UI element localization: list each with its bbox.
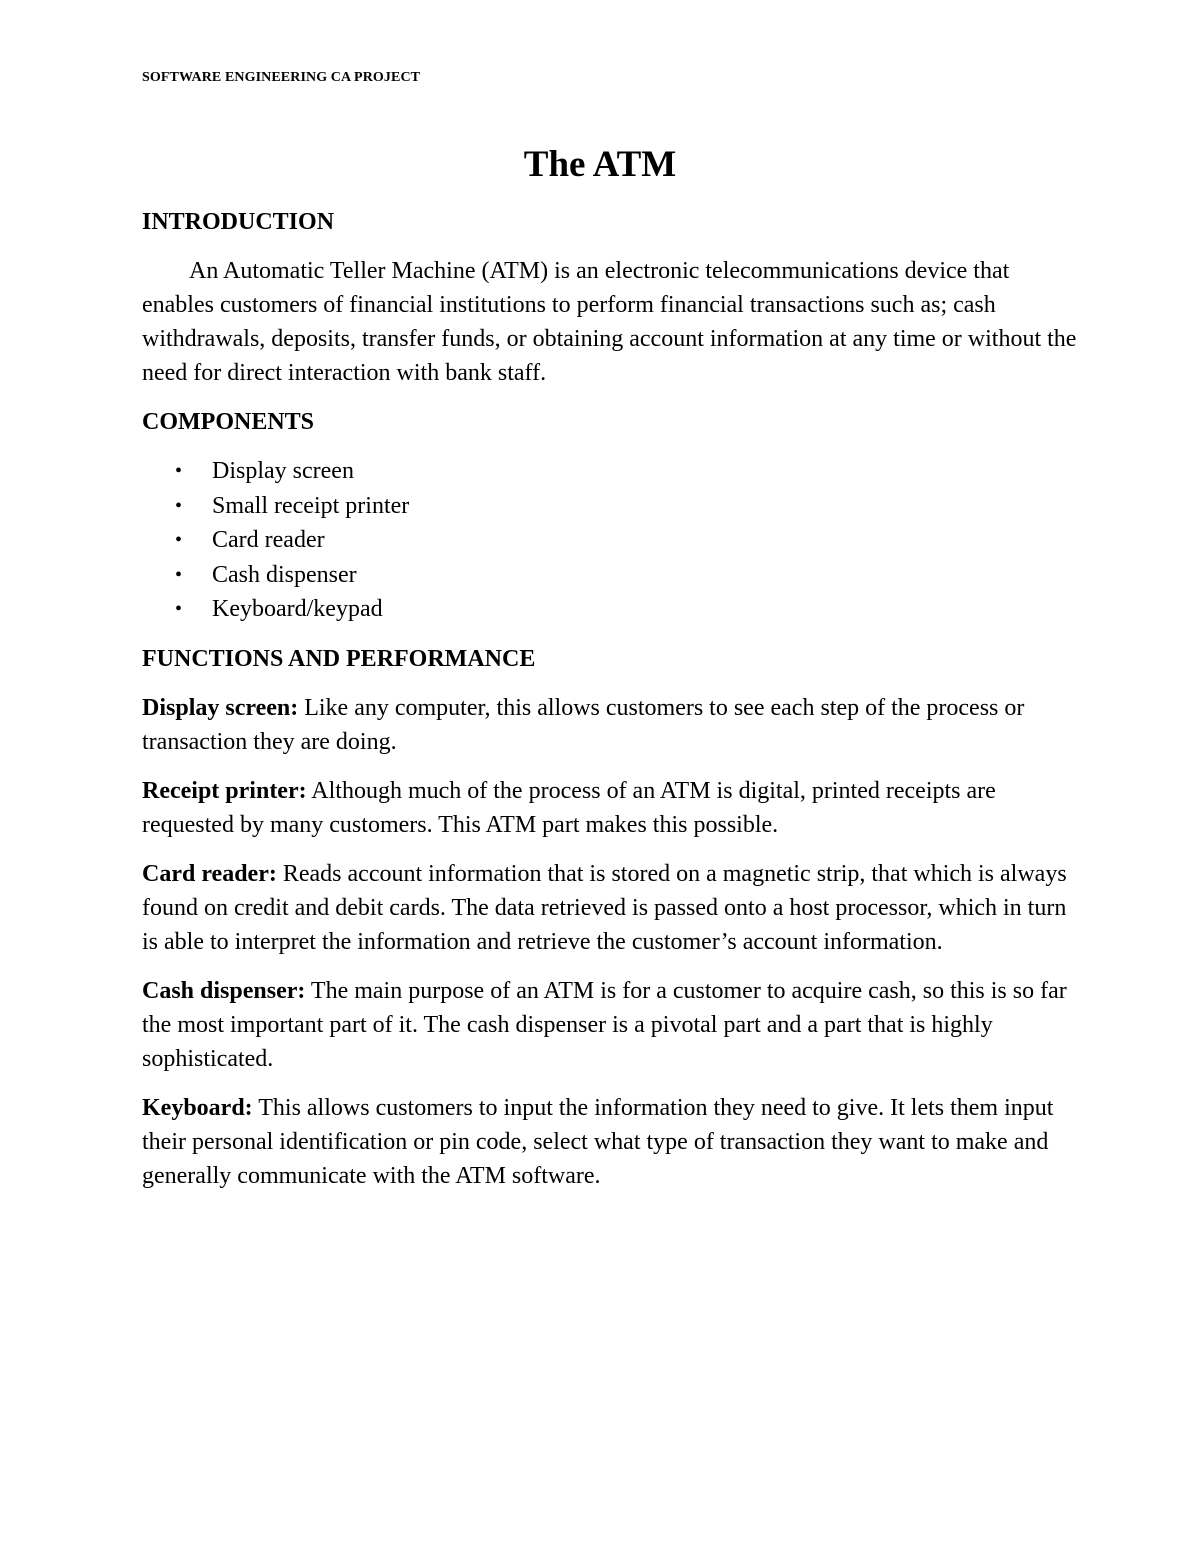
document-body xyxy=(142,205,1077,1208)
bullet-icon: • xyxy=(175,494,183,517)
function-paragraph-card-reader xyxy=(142,857,1077,959)
list-item xyxy=(142,523,1077,558)
function-paragraph-receipt-printer xyxy=(142,774,1077,842)
list-item xyxy=(142,454,1077,489)
introduction-paragraph: An Automatic Teller Machine (ATM) is an electronic telecommunications device that enables customers of financial institutions to perform financial transactions such as; cash withdrawals, deposits, transfer funds, or obtaining account information at any time or without the need for direct interaction with bank staff. xyxy=(142,258,1077,386)
functions-heading: FUNCTIONS AND PERFORMANCE xyxy=(142,645,536,672)
function-description: This allows customers to input the information they need to give. It lets them input their personal identification or pin code, select what type of transaction they want to make and generally communicate with the ATM software. xyxy=(142,1094,1054,1189)
component-label: Cash dispenser xyxy=(212,561,357,588)
components-heading: COMPONENTS xyxy=(142,409,315,435)
components-list xyxy=(142,454,1077,627)
function-description: Reads account information that is stored on a magnetic strip, that which is always found on credit and debit cards. The data retrieved is passed onto a host processor, which in turn is able to interpret the information and retrieve the customer’s account information. xyxy=(142,860,1067,955)
function-paragraph-cash-dispenser xyxy=(142,974,1077,1076)
running-header: SOFTWARE ENGINEERING CA PROJECT xyxy=(142,70,421,85)
list-item xyxy=(142,558,1077,593)
function-paragraph-keyboard xyxy=(142,1091,1077,1193)
component-label: Display screen xyxy=(212,458,354,484)
function-term: Receipt printer: xyxy=(142,777,307,804)
bullet-icon: • xyxy=(175,598,183,620)
component-label: Small receipt printer xyxy=(212,492,410,519)
function-description: The main purpose of an ATM is for a customer to acquire cash, so this is so far the most important part of it. The cash dispenser is a pivotal part and a part that is highly sophisticated. xyxy=(142,977,1067,1072)
bullet-icon: • xyxy=(175,529,183,551)
bullet-icon: • xyxy=(175,460,183,482)
function-term: Keyboard: xyxy=(142,1094,253,1121)
function-paragraph-display-screen xyxy=(142,691,1077,759)
function-description: Although much of the process of an ATM is digital, printed receipts are requested by many customers. This ATM part makes this possible. xyxy=(142,777,996,838)
list-item xyxy=(142,592,1077,627)
component-label: Card reader xyxy=(212,527,325,553)
introduction-heading: INTRODUCTION xyxy=(142,209,335,235)
component-label: Keyboard/keypad xyxy=(212,596,383,622)
function-term: Display screen: xyxy=(142,694,299,721)
document-title: The ATM xyxy=(523,144,677,185)
function-description: Like any computer, this allows customers to see each step of the process or transaction they are doing. xyxy=(142,694,1025,755)
function-term: Card reader: xyxy=(142,860,277,887)
function-term: Cash dispenser: xyxy=(142,977,306,1004)
list-item xyxy=(142,489,1077,524)
bullet-icon: • xyxy=(175,563,183,586)
